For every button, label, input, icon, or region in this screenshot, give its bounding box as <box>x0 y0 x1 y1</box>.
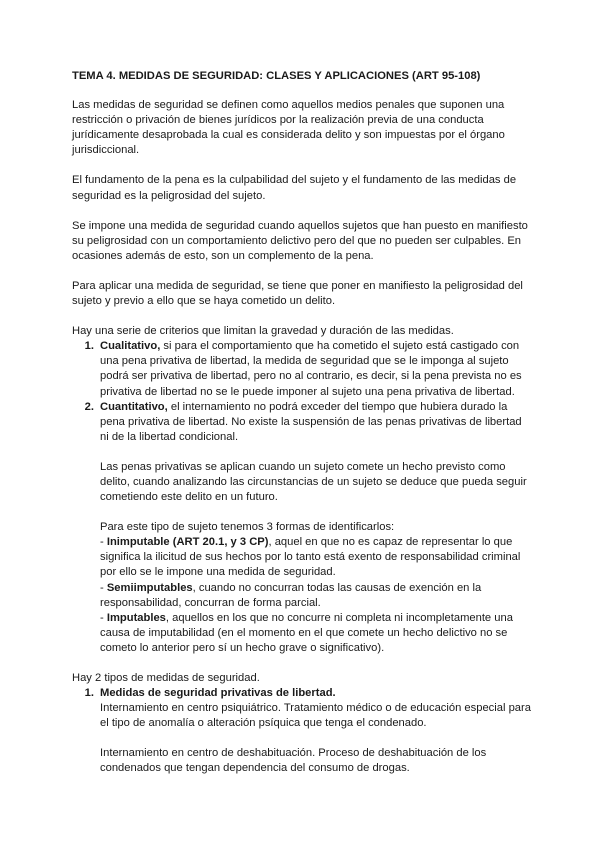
form-term: Semiimputables <box>106 581 193 594</box>
paragraph-aplicacion: Para aplicar una medida de seguridad, se tiene que poner en manifiesto la peligrosidad del sujeto y previo a ello que se haya cometido un delito. <box>72 279 523 308</box>
form-term: Inimputable (ART 20.1, y 3 CP) <box>106 536 269 549</box>
criterion-term: Cualitativo, <box>100 340 161 353</box>
form-item: - Semiimputables, cuando no concurran todas las causas de exención en la responsabilidad, concurran de forma parcial. <box>100 581 482 609</box>
list-item <box>72 339 532 399</box>
criterion-text: si para el comportamiento que ha cometido el sujeto está castigado con una pena privativa de libertad, la medida de seguridad que se le imponga al sujeto podrá ser privativa de libertad, pero no al contrario, es decir, si la pena prevista no es privativa de libertad no se le puede imponer al sujeto una pena privativa de libertad. <box>100 340 522 398</box>
types-list <box>72 686 532 776</box>
list-item <box>72 400 532 445</box>
type-heading: Medidas de seguridad privativas de libertad. <box>100 687 336 700</box>
list-number: 1. <box>84 687 94 700</box>
paragraph-tipos: Hay 2 tipos de medidas de seguridad. <box>72 672 260 684</box>
list-number: 1. <box>84 340 94 353</box>
form-term: Imputables <box>106 611 166 624</box>
forms-block <box>100 520 532 656</box>
list-item <box>72 686 532 776</box>
paragraph-fundamento: El fundamento de la pena es la culpabilidad del sujeto y el fundamento de las medidas de seguridad es la peligrosidad del sujeto. <box>72 174 517 202</box>
criterion-text: el internamiento no podrá exceder del tiempo que hubiera durado la pena privativa de libertad. No existe la suspensión de las penas privativas de libertad ni de la libertad condicional. <box>100 400 522 443</box>
type-text: Internamiento en centro psiquiátrico. Tratamiento médico o de educación especial para el tipo de anomalía o alteración psíquica que tenga el condenado. <box>100 702 531 730</box>
criterion-term: Cuantitativo, <box>100 400 168 413</box>
paragraph-criterios: Hay una serie de criterios que limitan la gravedad y duración de las medidas. <box>72 325 454 338</box>
type-text: Internamiento en centro de deshabituación. Proceso de deshabituación de los condenados que tengan dependencia del consumo de drogas. <box>100 747 487 775</box>
list-number: 2. <box>84 400 94 413</box>
page-title: TEMA 4. MEDIDAS DE SEGURIDAD: CLASES Y APLICACIONES (ART 95-108) <box>72 70 481 82</box>
paragraph-imposicion: Se impone una medida de seguridad cuando aquellos sujetos que han puesto en manifiesto su peligrosidad con un comportamiento delictivo pero del que no pueden ser culpables. En ocasiones además de esto, son un complemento de la pena. <box>72 219 528 262</box>
document-page <box>72 69 532 777</box>
paragraph-penas-privativas: Las penas privativas se aplican cuando un sujeto comete un hecho previsto como delito, cuando analizando las circunstancias de un sujeto se deduce que pueda seguir cometiendo este delito en un futuro. <box>100 460 527 504</box>
forms-intro: Para este tipo de sujeto tenemos 3 formas de identificarlos: <box>100 521 395 534</box>
paragraph-definition: Las medidas de seguridad se definen como aquellos medios penales que suponen una restricción o privación de bienes jurídicos por la realización previa de una conducta jurídicamente desaprobada la cual es considerada delito y son impuestas por el órgano jurisdiccional. <box>72 99 505 157</box>
form-item: - Inimputable (ART 20.1, y 3 CP), aquel en que no es capaz de representar lo que significa la ilicitud de sus hechos por lo tanto está exento de responsabilidad criminal por ello se le impone una medida de seguridad. <box>100 536 521 579</box>
criteria-list <box>72 339 532 445</box>
form-item: - Imputables, aquellos en los que no concurre ni completa ni incompletamente una causa de imputabilidad (en el momento en el que comete un hecho delictivo no se cometo lo anterior pero sí un hecho grave o significativo). <box>100 611 513 654</box>
